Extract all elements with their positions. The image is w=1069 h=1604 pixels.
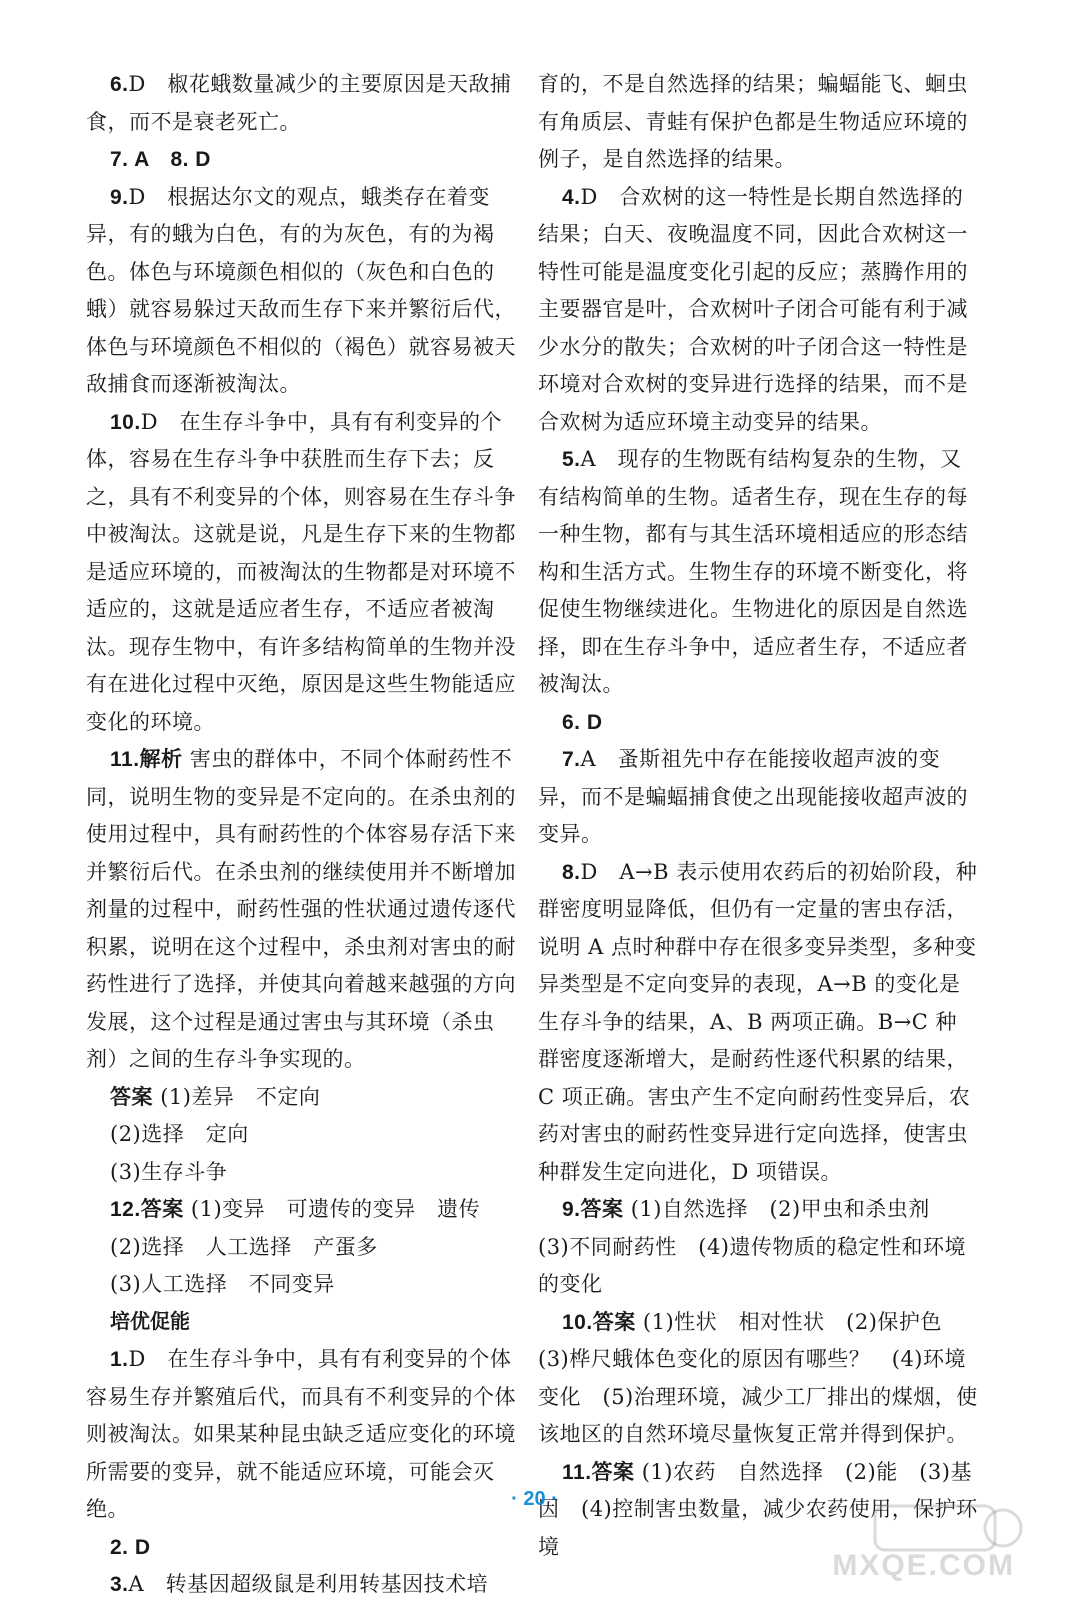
- answer-q11-key: 答案 (1)差异 不定向: [110, 1084, 321, 1109]
- answer-p1: 1.D 在生存斗争中，具有有利变异的个体容易生存并繁殖后代，而具有不利变异的个体则被淘汰。如果某种昆虫缺乏适应变化的环境所需要的变异，就不能适应环境，可能会灭绝。: [86, 1347, 516, 1521]
- watermark-logo: [832, 1500, 1035, 1595]
- left-column: [86, 66, 526, 1604]
- answer-p11: 11.答案 (1)农药 自然选择 (2)能 (3)基因 (4)控制害虫数量，减少农药使用，保护环境: [538, 1459, 978, 1559]
- page-number: · 20 ·: [511, 1488, 558, 1510]
- section-heading: 培优促能: [110, 1310, 190, 1333]
- answer-q6: 6.D 椒花蛾数量减少的主要原因是天敌捕食，而不是衰老死亡。: [86, 72, 512, 134]
- answer-p7: 7.A 蚤斯祖先中存在能接收超声波的变异，而不是蝙蝠捕食使之出现能接收超声波的变异。: [538, 747, 968, 846]
- answer-q12-3: (3)人工选择 不同变异: [110, 1272, 335, 1296]
- answer-q9: 9.D 根据达尔文的观点，蛾类存在着变异，有的蛾为白色，有的为灰色，有的为褐色。体色与环境颜色相似的（灰色和白色的蛾）就容易躲过天敌而生存下来并繁衍后代，体色与环境颜色不相似的（褐色）就容易被天敌捕食而逐渐被淘汰。: [86, 184, 516, 396]
- answer-p2: 2. D: [110, 1535, 151, 1559]
- answer-p4: 4.D 合欢树的这一特性是长期自然选择的结果；白天、夜晚温度不同，因此合欢树这一特性可能是温度变化引起的反应；蒸腾作用的主要器官是叶，合欢树叶子闭合可能有利于减少水分的散失；合欢树的叶子闭合这一特性是环境对合欢树的变异进行选择的结果，而不是合欢树为适应环境主动变异的结果。: [538, 184, 968, 434]
- answer-p10: 10.答案 (1)性状 相对性状 (2)保护色 (3)桦尺蛾体色变化的原因有哪些？ (4)环境变化 (5)治理环境，减少工厂排出的煤烟，使该地区的自然环境尽量恢复正常并得到保护。: [538, 1309, 978, 1446]
- watermark-text: MXQE.COM: [832, 1549, 1015, 1582]
- answer-p5: 5.A 现存的生物既有结构复杂的生物，又有结构简单的生物。适者生存，现在生存的每一种生物，都有与其生活环境相适应的形态结构和生活方式。生物生存的环境不断变化，将促使生物继续进化。生物进化的原因是自然选择，即在生存斗争中，适应者生存，不适应者被淘汰。: [538, 447, 968, 696]
- answer-q10: 10.D 在生存斗争中，具有有利变异的个体，容易在生存斗争中获胜而生存下去；反之，具有不利变异的个体，则容易在生存斗争中被淘汰。这就是说，凡是生存下来的生物都是适应环境的，而被淘汰的生物都是对环境不适应的，这就是适应者生存，不适应者被淘汰。现存生物中，有许多结构简单的生物并没有在进化过程中灭绝，原因是这些生物能适应变化的环境。: [86, 409, 516, 734]
- answer-p3: 3.A 转基因超级鼠是利用转基因技术培: [110, 1572, 489, 1596]
- answer-q12: 12.答案 (1)变异 可遗传的变异 遗传: [110, 1197, 481, 1221]
- answer-p9: 9.答案 (1)自然选择 (2)甲虫和杀虫剂 (3)不同耐药性 (4)遗传物质的稳定性和环境的变化: [538, 1197, 966, 1296]
- answer-q11-key-3: (3)生存斗争: [110, 1159, 228, 1184]
- answer-q11-key-2: (2)选择 定向: [110, 1122, 249, 1146]
- answer-q11-analysis: 11.解析 害虫的群体中，不同个体耐药性不同，说明生物的变异是不定向的。在杀虫剂的使用过程中，具有耐药性的个体容易存活下来并繁衍后代。在杀虫剂的继续使用并不断增加剂量的过程中，耐药性强的性状通过遗传逐代积累，说明在这个过程中，杀虫剂对害虫的耐药性进行了选择，并使其向着越来越强的方向发展，这个过程是通过害虫与其环境（杀虫剂）之间的生存斗争实现的。: [86, 747, 516, 1071]
- answer-q12-2: (2)选择 人工选择 产蛋多: [110, 1234, 378, 1259]
- answer-p3-continued: 育的，不是自然选择的结果；蝙蝠能飞、蛔虫有角质层、青蛙有保护色都是生物适应环境的例子，是自然选择的结果。: [538, 72, 968, 171]
- right-column: [538, 66, 978, 1566]
- answer-p6: 6. D: [562, 710, 603, 734]
- answer-p8: 8.D A→B 表示使用农药后的初始阶段，种群密度明显降低，但仍有一定量的害虫存活，说明 A 点时种群中存在很多变异类型，多种变异类型是不定向变异的表现，A→B 的变化是生存斗争的结果，A、B 两项正确。B→C 种群密度逐渐增大，是耐药性逐代积累的结果，C 项正确。害虫产生不定向耐药性变异后，农药对害虫的耐药性变异进行定向选择，使害虫种群发生定向进化，D 项错误。: [538, 859, 978, 1184]
- answer-q7-8: 7. A 8. D: [110, 148, 211, 171]
